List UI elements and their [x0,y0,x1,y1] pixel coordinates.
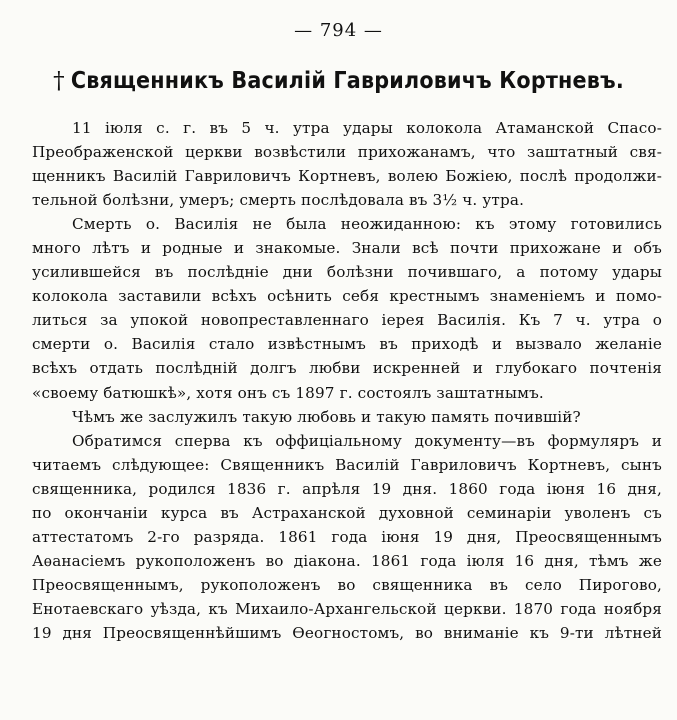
article-title [0,68,677,94]
text-line: Обратимся сперва къ оффиціальному документу—въ формуляръ и [72,431,662,450]
text-line: 11 іюля с. г. въ 5 ч. утра удары колокола Атаманской Спасо- [72,119,662,137]
text-line: литься за упокой новопреставленнаго іерея Василія. Къ 7 ч. утра о [32,311,662,330]
text-line: много лѣтъ и родные и знакомые. Знали всѣ почти прихожане и объ [32,239,662,258]
text-line: Преображенской церкви возвѣстили прихожанамъ, что заштатный свя- [32,143,662,162]
text-line: священника, родился 1836 г. апрѣля 19 дня. 1860 года іюня 16 дня, [32,479,662,498]
text-line: Енотаевскаго уѣзда, къ Михаило-Архангельской церкви. 1870 года ноября [32,599,662,618]
text-line: колокола заставили всѣхъ осѣнить себя крестнымъ знаменіемъ и помо- [32,287,662,306]
text-line: усилившейся въ послѣдніе дни болѣзни почившаго, а потому удары [32,263,662,282]
text-line: аттестатомъ 2-го разряда. 1861 года іюня 19 дня, Преосвященнымъ [32,527,662,546]
page-number: — 794 — [294,20,383,41]
text-line: смерти о. Василія стало извѣстнымъ въ приходѣ и вызвало желаніе [32,335,662,354]
text-line: Преосвященнымъ, рукоположенъ во священника въ село Пирогово, [32,575,662,594]
text-line: щенникъ Василій Гавриловичъ Кортневъ, волею Божіею, послѣ продолжи- [32,167,662,186]
text-line: читаемъ слѣдующее: Священникъ Василій Гавриловичъ Кортневъ, сынъ [32,455,662,474]
text-line: всѣхъ отдать послѣдній долгъ любви искренней и глубокаго почтенія [32,359,662,378]
text-line: по окончаніи курса въ Астраханской духовной семинаріи уволенъ съ [32,503,662,522]
text-line: Чѣмъ же заслужилъ такую любовь и такую память почившій? [72,407,581,426]
text-line: тельной болѣзни, умеръ; смерть послѣдовала въ 3½ ч. утра. [32,191,525,210]
text-line: Смерть о. Василія не была неожиданною: къ этому готовились [72,215,662,234]
article-title-text: Священникъ Василій Гавриловичъ Кортневъ. [70,68,624,94]
text-line: Аѳанасіемъ рукоположенъ во діакона. 1861 года іюля 16 дня, тѣмъ же [32,551,662,570]
cross-icon: † [53,68,65,94]
article-body [32,116,662,645]
text-line: 19 дня Преосвященнѣйшимъ Ѳеогностомъ, во вниманіе къ 9-ти лѣтней [32,623,662,642]
text-line: «своему батюшкѣ», хотя онъ съ 1897 г. состоялъ заштатнымъ. [32,383,544,402]
